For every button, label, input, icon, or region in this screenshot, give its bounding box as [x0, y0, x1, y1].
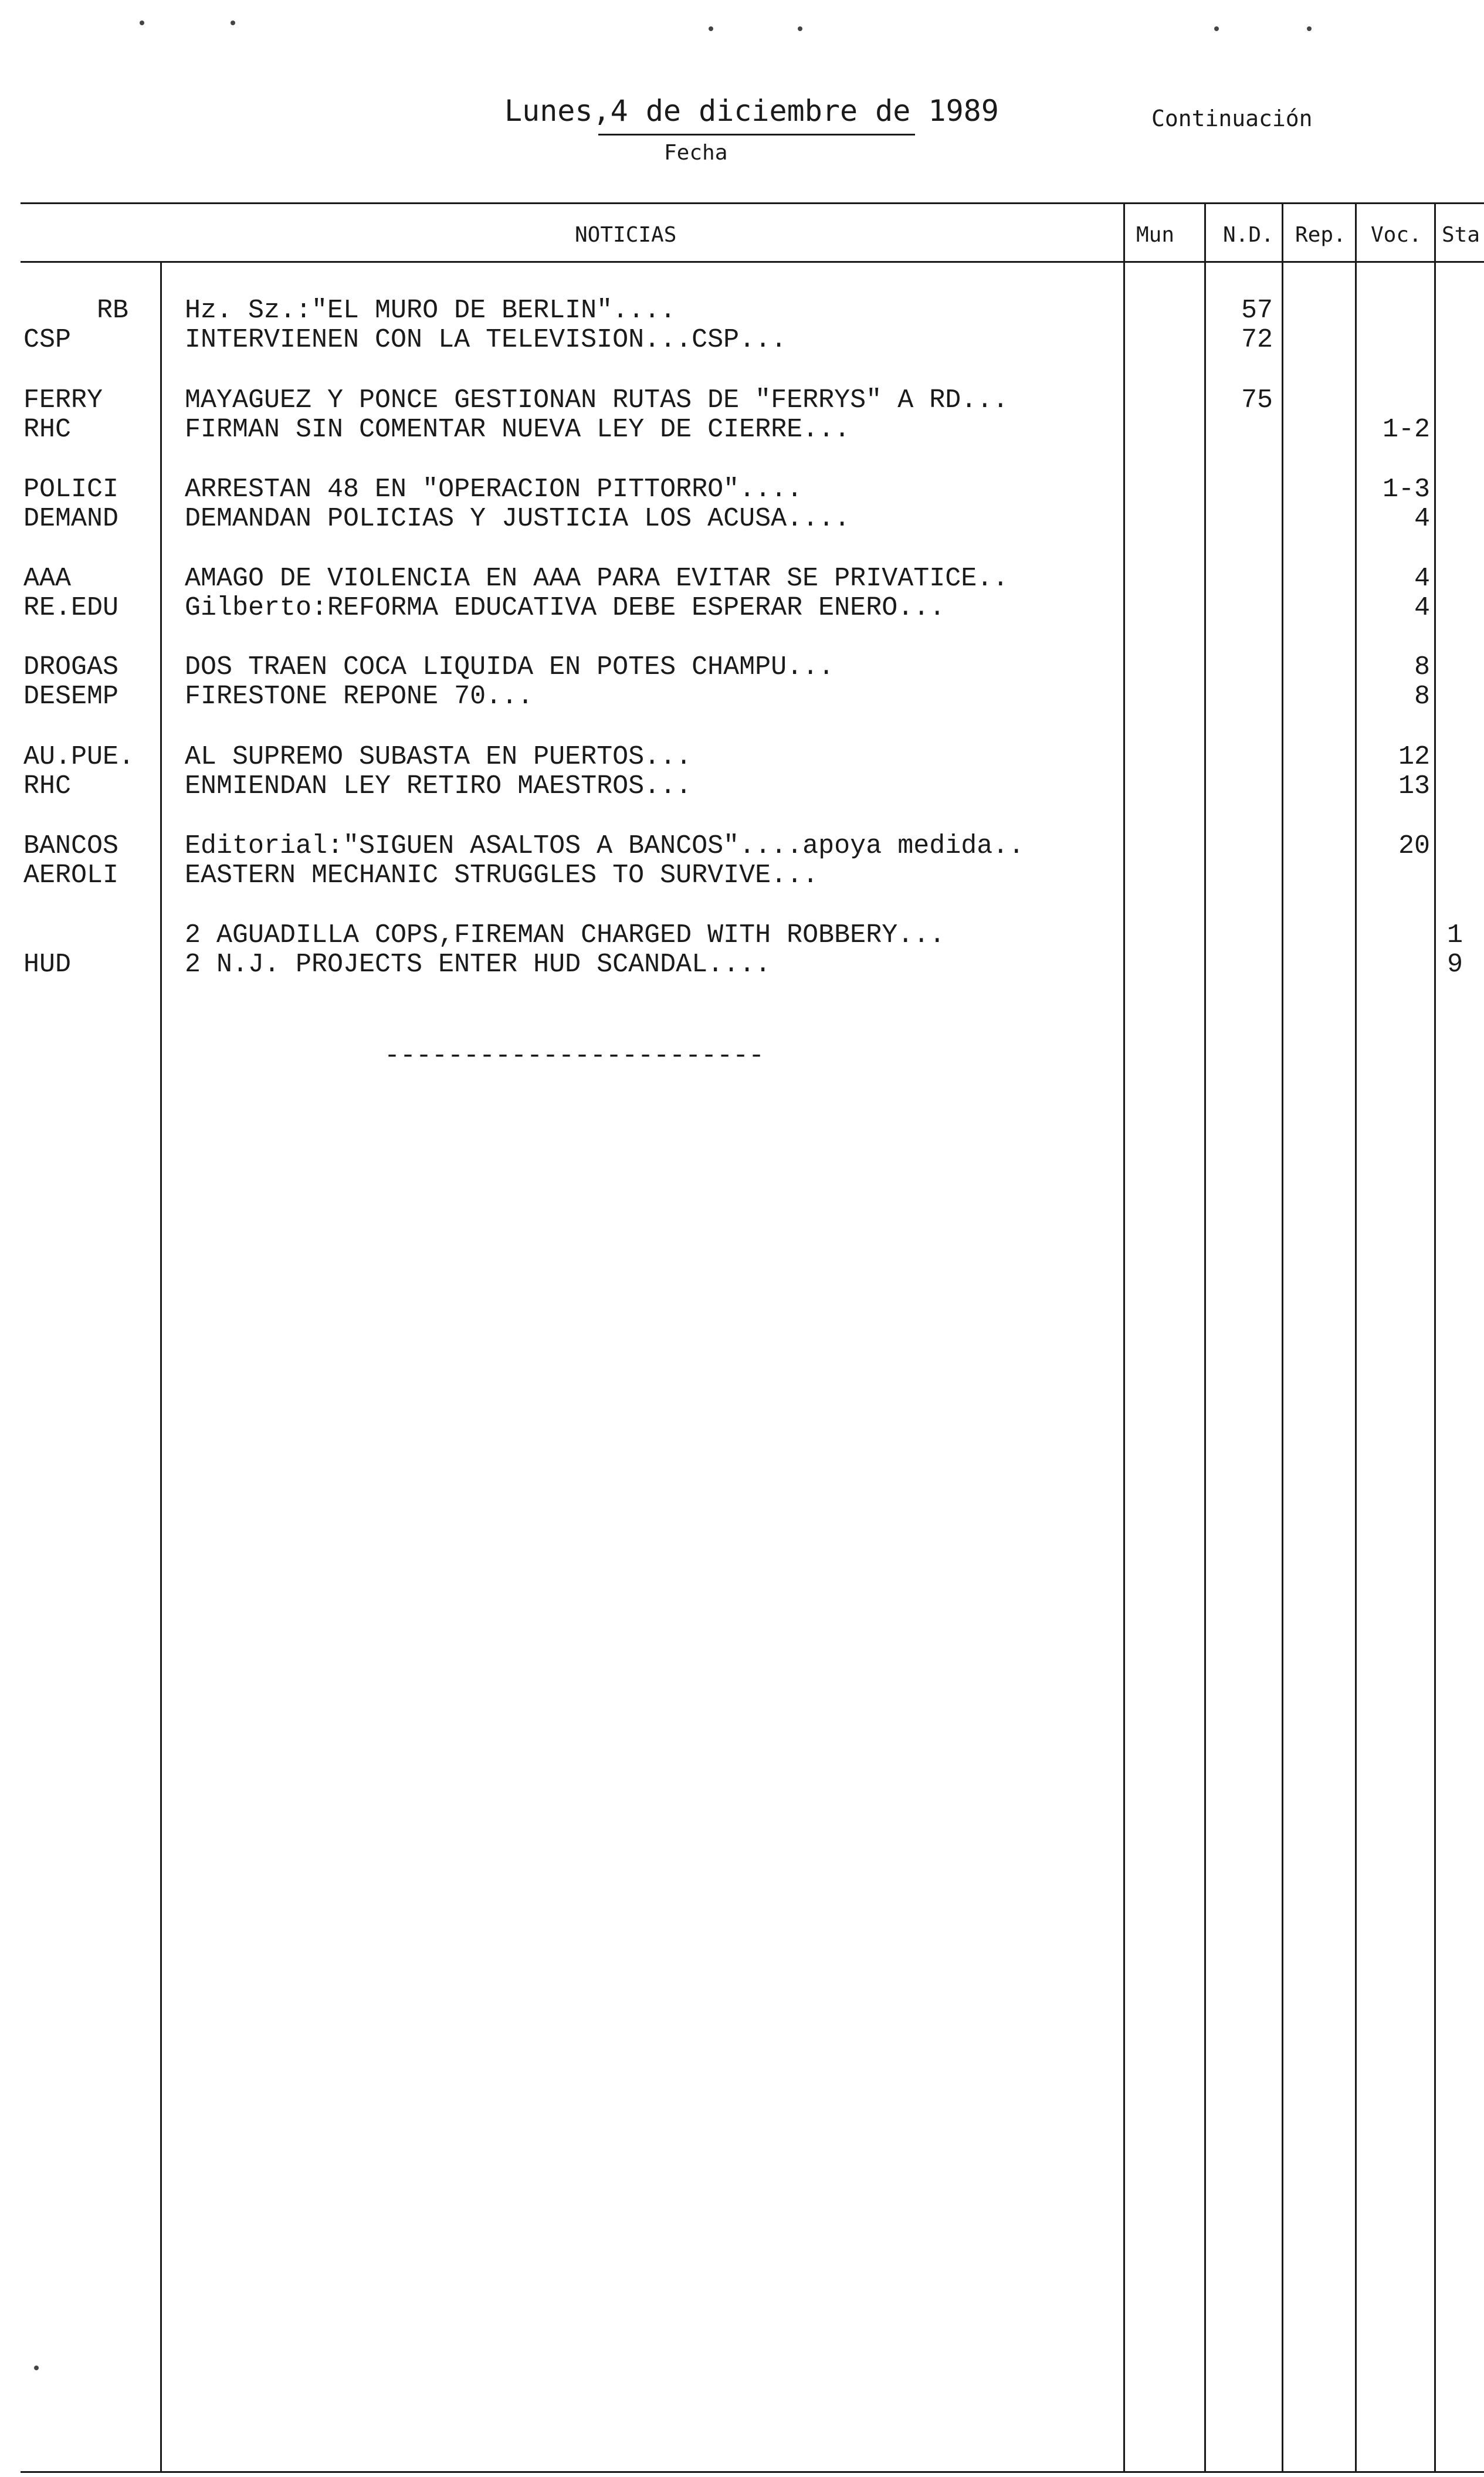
scan-speck	[34, 2366, 39, 2370]
scan-speck	[709, 26, 713, 31]
continuation-label: Continuación	[1151, 106, 1313, 131]
row-headline: FIRESTONE REPONE 70...	[185, 682, 534, 711]
row-code: BANCOS	[23, 831, 119, 861]
row-nd-value: 75	[1241, 385, 1273, 415]
row-voc-value: 4	[1414, 593, 1430, 623]
column-header-voc: Voc.	[1371, 223, 1422, 247]
row-code: AEROLI	[23, 860, 119, 890]
date-underline	[598, 134, 915, 135]
report-date: Lunes,4 de diciembre de 1989	[504, 94, 999, 128]
row-voc-value: 8	[1414, 682, 1430, 711]
row-code: RE.EDU	[23, 593, 119, 623]
sta-column-divider	[1434, 202, 1436, 2471]
row-headline: AMAGO DE VIOLENCIA EN AAA PARA EVITAR SE PRIVATICE..	[185, 564, 1009, 594]
row-headline: ARRESTAN 48 EN "OPERACION PITTORRO"....	[185, 475, 803, 504]
nd-column-divider	[1204, 202, 1206, 2471]
row-code: POLICI	[23, 475, 119, 504]
rep-column-divider	[1282, 202, 1283, 2471]
row-code: DESEMP	[23, 682, 119, 711]
scan-speck	[1214, 26, 1219, 31]
row-headline: EASTERN MECHANIC STRUGGLES TO SURVIVE...	[185, 860, 819, 890]
date-label: Fecha	[664, 141, 728, 165]
row-headline: AL SUPREMO SUBASTA EN PUERTOS...	[185, 742, 692, 772]
column-header-sta: Sta	[1442, 223, 1480, 247]
row-headline: INTERVIENEN CON LA TELEVISION...CSP...	[185, 325, 787, 355]
scan-speck	[231, 21, 235, 25]
row-voc-value: 1-2	[1382, 415, 1430, 445]
row-headline: MAYAGUEZ Y PONCE GESTIONAN RUTAS DE "FERRYS" A RD...	[185, 385, 1009, 415]
row-code: FERRY	[23, 385, 103, 415]
column-header-noticias: NOTICIAS	[575, 223, 677, 247]
row-code: RB	[97, 296, 129, 326]
row-sta-value: 9	[1447, 950, 1463, 980]
row-headline: DEMANDAN POLICIAS Y JUSTICIA LOS ACUSA....	[185, 504, 851, 534]
row-voc-value: 4	[1414, 504, 1430, 534]
row-voc-value: 20	[1398, 831, 1430, 861]
row-voc-value: 1-3	[1382, 475, 1430, 504]
voc-column-divider	[1355, 202, 1357, 2471]
row-headline: 2 N.J. PROJECTS ENTER HUD SCANDAL....	[185, 950, 771, 980]
row-headline: FIRMAN SIN COMENTAR NUEVA LEY DE CIERRE...	[185, 415, 851, 445]
scan-speck	[1307, 26, 1312, 31]
column-header-mun: Mun	[1136, 223, 1175, 247]
row-voc-value: 12	[1398, 742, 1430, 772]
row-code: RHC	[23, 771, 72, 801]
end-separator: ------------------------	[384, 1041, 765, 1071]
row-headline: ENMIENDAN LEY RETIRO MAESTROS...	[185, 771, 692, 801]
column-header-rep: Rep.	[1295, 223, 1346, 247]
row-headline: Gilberto:REFORMA EDUCATIVA DEBE ESPERAR ENERO...	[185, 593, 946, 623]
scan-speck	[798, 26, 802, 31]
row-headline: Editorial:"SIGUEN ASALTOS A BANCOS"....apoya medida..	[185, 831, 1025, 861]
row-headline: Hz. Sz.:"EL MURO DE BERLIN"....	[185, 296, 676, 326]
row-voc-value: 4	[1414, 564, 1430, 594]
row-voc-value: 13	[1398, 771, 1430, 801]
table-header-rule	[21, 261, 1484, 263]
row-voc-value: 8	[1414, 652, 1430, 682]
row-code: DROGAS	[23, 652, 119, 682]
row-code: AU.PUE.	[23, 742, 135, 772]
code-column-divider	[160, 261, 162, 2471]
row-code: AAA	[23, 564, 72, 594]
row-headline: 2 AGUADILLA COPS,FIREMAN CHARGED WITH ROBBERY...	[185, 920, 946, 950]
table-bottom-rule	[21, 2471, 1484, 2473]
row-sta-value: 1	[1447, 920, 1463, 950]
table-top-rule	[21, 202, 1484, 204]
row-code: DEMAND	[23, 504, 119, 534]
row-code: RHC	[23, 415, 72, 445]
row-code: HUD	[23, 950, 72, 980]
row-headline: DOS TRAEN COCA LIQUIDA EN POTES CHAMPU...	[185, 652, 835, 682]
row-nd-value: 72	[1241, 325, 1273, 355]
row-nd-value: 57	[1241, 296, 1273, 326]
mun-column-divider	[1123, 202, 1125, 2471]
row-code: CSP	[23, 325, 72, 355]
scan-speck	[140, 21, 144, 25]
column-header-nd: N.D.	[1223, 223, 1274, 247]
